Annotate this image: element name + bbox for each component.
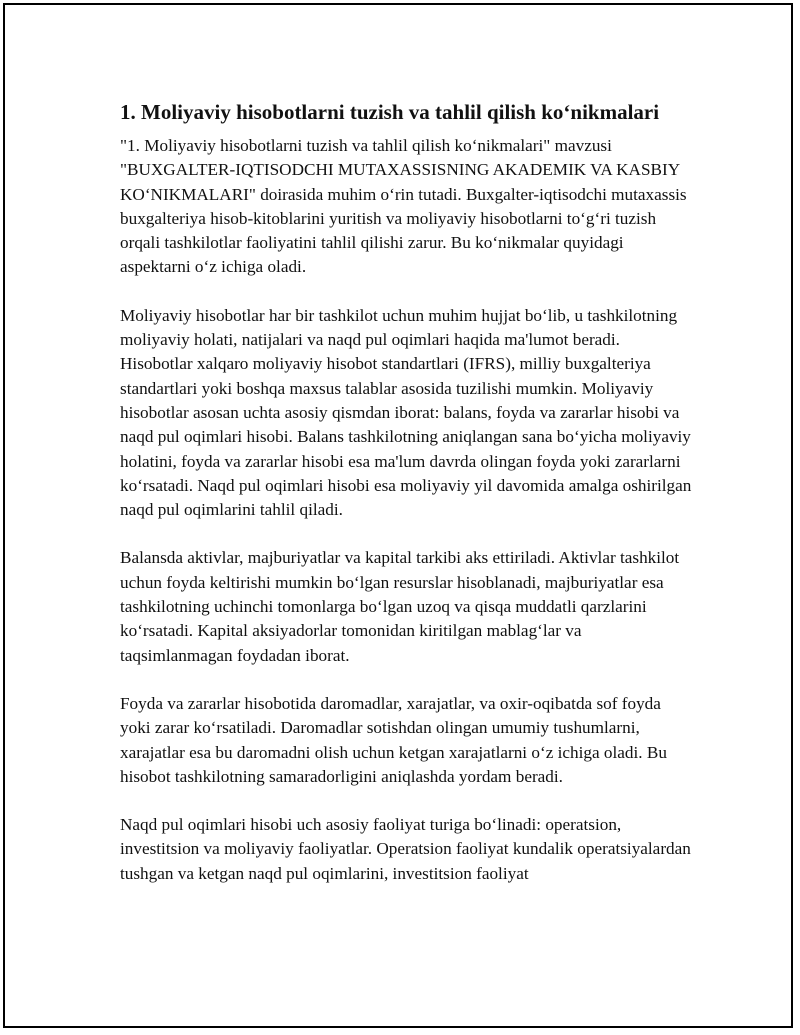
document-body (120, 98, 695, 910)
paragraph-cash-flow: Naqd pul oqimlari hisobi uch asosiy faoliyat turiga bo‘linadi: operatsion, investitsion va moliyaviy faoliyatlar. Operatsion faoliyat kundalik operatsiyalardan tushgan va ketgan naqd pul oqimlarini, investitsion faoliyat (120, 815, 691, 883)
paragraph-intro: "1. Moliyaviy hisobotlarni tuzish va tahlil qilish ko‘nikmalari" mavzusi "BUXGALTER-IQTISODCHI MUTAXASSISNING AKADEMIK VA KASBIY KO‘NIKMALARI" doirasida muhim o‘rin tutadi. Buxgalter-iqtisodchi mutaxassis buxgalteriya hisob-kitoblarini yuritish va moliyaviy hisobotlarni to‘g‘ri tuzish orqali tashkilotlar faoliyatini tahlil qilishi zarur. Bu ko‘nikmalar quyidagi aspektarni o‘z ichiga oladi. (120, 136, 687, 277)
page-frame (3, 3, 793, 1028)
document-title: 1. Moliyaviy hisobotlarni tuzish va tahlil qilish ko‘nikmalari (120, 100, 660, 124)
paragraph-income-statement: Foyda va zararlar hisobotida daromadlar, xarajatlar, va oxir-oqibatda sof foyda yoki zarar ko‘rsatiladi. Daromadlar sotishdan olingan umumiy tushumlarni, xarajatlar esa bu daromadni olish uchun ketgan xarajatlarni o‘z ichiga oladi. Bu hisobot tashkilotning samaradorligini aniqlashda yordam beradi. (120, 693, 667, 786)
paragraph-balance-sheet: Balansda aktivlar, majburiyatlar va kapital tarkibi aks ettiriladi. Aktivlar tashkilot uchun foyda keltirishi mumkin bo‘lgan resurslar hisoblanadi, majburiyatlar esa tashkilotning uchinchi tomonlarga bo‘lgan uzoq va qisqa muddatli qarzlarini ko‘rsatadi. Kapital aksiyadorlar tomonidan kiritilgan mablag‘lar va taqsimlanmagan foydadan iborat. (120, 548, 680, 665)
paragraph-financial-statements: Moliyaviy hisobotlar har bir tashkilot uchun muhim hujjat bo‘lib, u tashkilotning moliyaviy holati, natijalari va naqd pul oqimlari haqida ma'lumot beradi. Hisobotlar xalqaro moliyaviy hisobot standartlari (IFRS), milliy buxgalteriya standartlari yoki boshqa maxsus talablar asosida tuzilishi mumkin. Moliyaviy hisobotlar asosan uchta asosiy qismdan iborat: balans, foyda va zararlar hisobi va naqd pul oqimlari hisobi. Balans tashkilotning aniqlangan sana bo‘yicha moliyaviy holatini, foyda va zararlar hisobi esa ma'lum davrda olingan foyda yoki zararlarni ko‘rsatadi. Naqd pul oqimlari hisobi esa moliyaviy yil davomida amalga oshirilgan naqd pul oqimlarini tahlil qiladi. (120, 305, 692, 520)
